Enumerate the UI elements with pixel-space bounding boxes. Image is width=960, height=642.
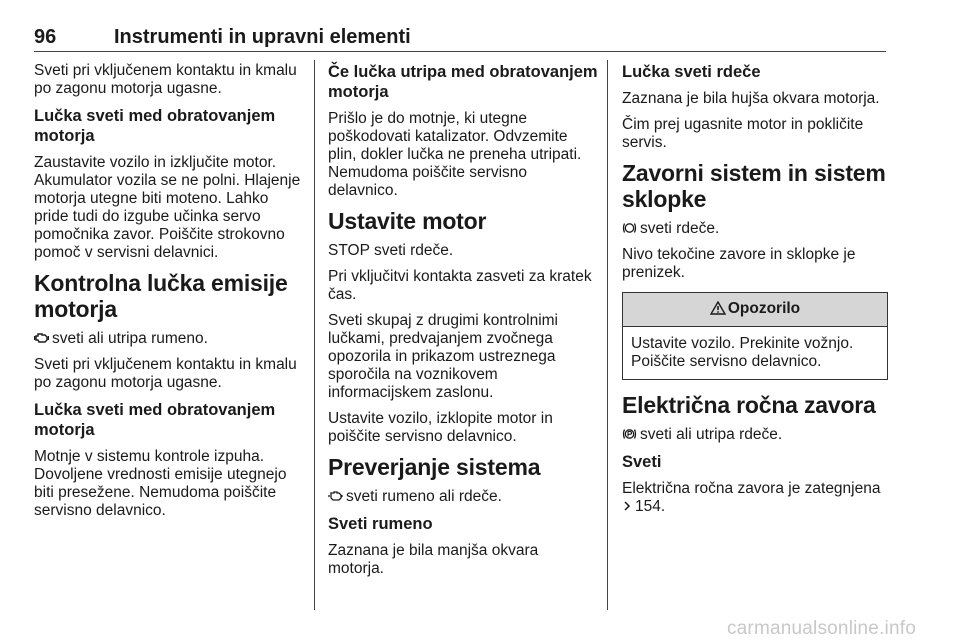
warning-header (623, 293, 887, 327)
subheading: Lučka sveti med obratovanjem motorja (34, 401, 276, 439)
section-heading: Zavorni sistem in sistem sklopke (622, 160, 886, 212)
section-heading: Kontrolna lučka emisije motorja (34, 270, 288, 322)
page-number: 96 (34, 26, 57, 48)
page-ref-icon[interactable] (622, 499, 632, 513)
parking-brake-icon (622, 427, 637, 441)
section-heading: Preverjanje sistema (328, 454, 541, 480)
paragraph: Zaustavite vozilo in izklјučite motor. Akumulator vozila se ne polni. Hlajenje motorja utegne biti moteno. Lahko pride tudi do izgube učinka servo pomočnika zavor. Poiščite strokovno pomoč v servisni delavnici. (34, 154, 301, 261)
column-divider-2 (607, 60, 608, 610)
paragraph: Sveti pri vključenem kontaktu in kmalu po zagonu motorja ugasne. (34, 356, 297, 391)
paragraph: Prišlo je do motnje, ki utegne poškodovati katalizator. Odvzemite plin, dokler lučka ne preneha utripati. Nemudoma poiščite servisno delavnico. (328, 110, 582, 199)
status-line: sveti ali utripa rdeče. (622, 426, 888, 444)
section-heading: Električna ročna zavora (622, 392, 876, 418)
paragraph: Ustavite vozilo, izklopite motor in poiščite servisno delavnico. (328, 410, 553, 445)
watermark: carmanualsonline.info (726, 618, 916, 639)
engine-icon (34, 331, 49, 345)
column-2 (328, 62, 598, 586)
column-3 (622, 62, 888, 524)
section-heading: Ustavite motor (328, 208, 487, 234)
status-line: STOP sveti rdeče. (328, 242, 454, 259)
chapter-title: Instrumenti in upravni elementi (114, 26, 411, 48)
page-reference[interactable]: 154. (635, 498, 666, 515)
brake-icon (622, 221, 637, 235)
warning-title: Opozorilo (727, 300, 801, 317)
paragraph: Motnje v sistemu kontrole izpuha. Dovoljene vrednosti emisije utegnejo biti presežene. Nemudoma poiščite servisno delavnico. (34, 448, 287, 519)
subheading: Če lučka utripa med obratovanjem motorja (328, 63, 598, 101)
subheading: Sveti (622, 453, 662, 471)
warning-text: Ustavite vozilo. Prekinite vožnjo. Poiščite servisno delavnico. (631, 335, 854, 370)
status-line: sveti rdeče. (622, 220, 888, 238)
column-divider-1 (314, 60, 315, 610)
paragraph: Sveti skupaj z drugimi kontrolnimi lučkami, predvajanjem zvočnega opozorila in prikazom ustreznega sporočila na voznikovem informacijskem zaslonu. (328, 312, 559, 401)
warning-box (622, 292, 888, 380)
paragraph: Električna ročna zavora je zategnjena 154. (622, 480, 881, 515)
paragraph: Sveti pri vključenem kontaktu in kmalu po zagonu motorja ugasne. (34, 62, 297, 97)
system-check-icon (328, 489, 343, 503)
paragraph: Zaznana je bila manjša okvara motorja. (328, 542, 539, 577)
paragraph: Zaznana je bila hujša okvara motorja. (622, 90, 880, 107)
warning-triangle-icon (710, 301, 726, 315)
page-header (34, 26, 886, 54)
column-1 (34, 62, 302, 528)
status-line: sveti ali utripa rumeno. (34, 330, 302, 348)
subheading: Sveti rumeno (328, 515, 433, 533)
paragraph: Nivo tekočine zavore in sklopke je prenizek. (622, 246, 856, 281)
subheading: Lučka sveti rdeče (622, 63, 761, 81)
paragraph: Čim prej ugasnite motor in pokličite servis. (622, 116, 864, 151)
paragraph: Pri vključitvi kontakta zasveti za kratek čas. (328, 268, 592, 303)
status-line: sveti rumeno ali rdeče. (328, 488, 598, 506)
subheading: Lučka sveti med obratovanjem motorja (34, 107, 276, 145)
header-divider (34, 51, 886, 52)
